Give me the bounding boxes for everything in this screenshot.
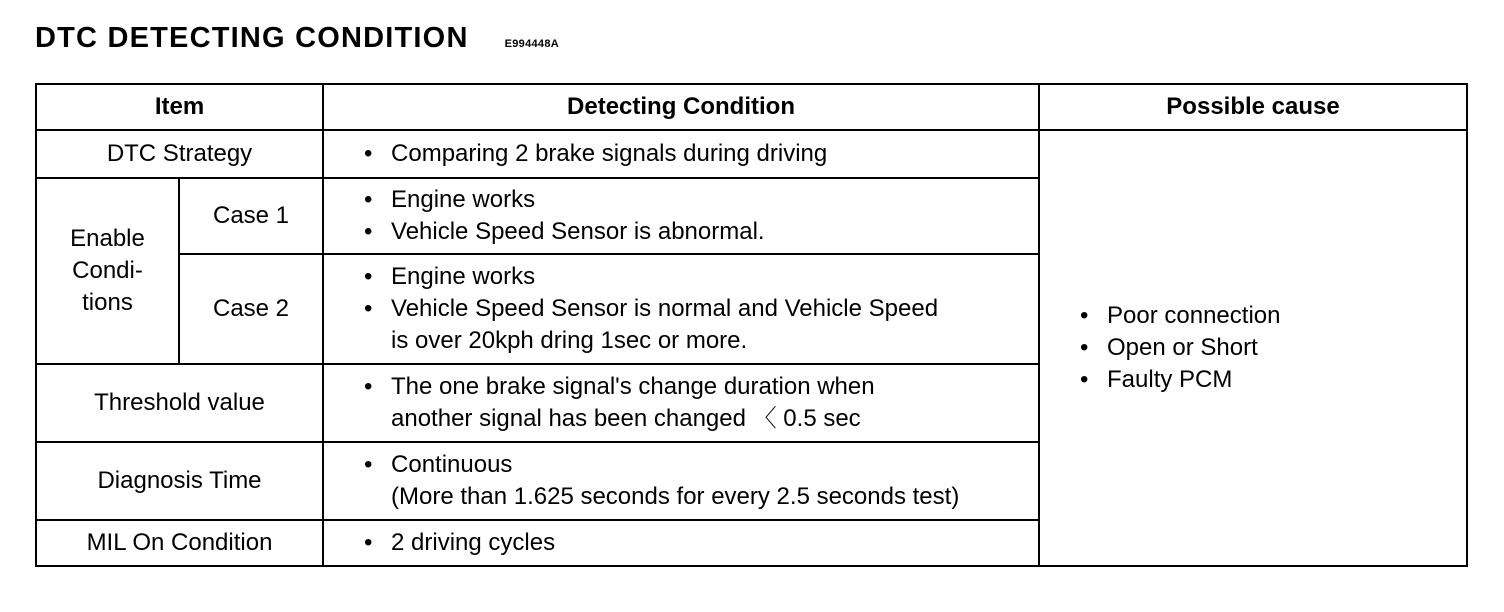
bullet-icon: • — [1080, 334, 1089, 361]
cause-item: Open or Short — [1107, 334, 1258, 361]
cause-item: Faulty PCM — [1107, 366, 1233, 393]
table-row-strategy — [36, 130, 1467, 178]
case2-condition: • Engine works • Vehicle Speed Sensor is normal and Vehicle Speed is over 20kph dring 1sec or more. — [323, 254, 1039, 364]
title-area — [35, 22, 559, 55]
bullet-icon: • — [364, 140, 373, 167]
threshold-condition: • The one brake signal's change duration when another signal has been changed 〈 0.5 sec — [323, 364, 1039, 442]
mil-condition: • 2 driving cycles — [323, 520, 1039, 566]
enable-conditions-label: Enable Condi- tions — [36, 178, 179, 364]
bullet-icon: • — [364, 186, 373, 213]
page-title: DTC DETECTING CONDITION — [35, 22, 469, 54]
mil-label: MIL On Condition — [36, 520, 323, 566]
strategy-label: DTC Strategy — [36, 130, 323, 178]
threshold-label: Threshold value — [36, 364, 323, 442]
bullet-icon: • — [364, 451, 373, 478]
bullet-icon: • — [364, 218, 373, 245]
bullet-icon: • — [1080, 302, 1089, 329]
bullet-icon: • — [364, 295, 373, 322]
bullet-icon: • — [364, 373, 373, 400]
strategy-condition — [323, 130, 1039, 178]
bullet-icon: • — [364, 529, 373, 556]
bullet-icon: • — [364, 263, 373, 290]
column-header-condition: Detecting Condition — [323, 84, 1039, 130]
column-header-item: Item — [36, 84, 323, 130]
diagnosis-condition: • Continuous (More than 1.625 seconds for every 2.5 seconds test) — [323, 442, 1039, 520]
cause-item: Poor connection — [1107, 302, 1281, 329]
diagnosis-label: Diagnosis Time — [36, 442, 323, 520]
possible-cause-cell — [1039, 130, 1467, 566]
case2-label: Case 2 — [179, 254, 323, 364]
column-header-cause: Possible cause — [1039, 84, 1467, 130]
bullet-icon: • — [1080, 366, 1089, 393]
strategy-text: Comparing 2 brake signals during driving — [391, 140, 828, 167]
table-header-row — [36, 84, 1467, 130]
case1-condition: • Engine works • Vehicle Speed Sensor is abnormal. — [323, 178, 1039, 254]
dtc-condition-table — [35, 83, 1468, 567]
case1-label: Case 1 — [179, 178, 323, 254]
figure-code: E994448A — [504, 38, 559, 50]
